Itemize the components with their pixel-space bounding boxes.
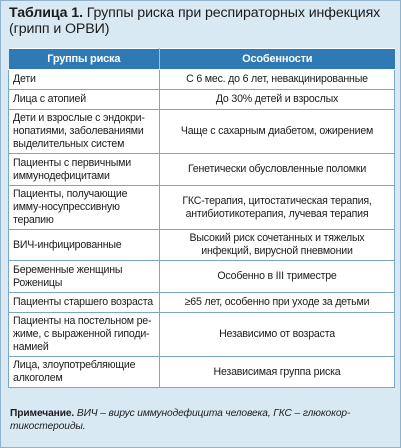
risk-cell: Пациенты на постельном ре-жиме, с выраженной гиподи-намией [9, 313, 160, 357]
table-row [9, 186, 395, 230]
feature-cell: С 6 мес. до 6 лет, невакцинированные [160, 70, 395, 90]
table-row [9, 293, 395, 313]
feature-cell: Высокий риск сочетанных и тяжелых инфекций, вирусной пневмонии [160, 230, 395, 261]
feature-cell: Независимо от возраста [160, 313, 395, 357]
feature-cell: До 30% детей и взрослых [160, 90, 395, 110]
header-risk-groups: Группы риска [9, 49, 160, 70]
table-caption [9, 5, 394, 37]
risk-groups-table [8, 48, 395, 388]
risk-cell: Дети и взрослые с эндокри-нопатиями, заболеваниями выделительных систем [9, 110, 160, 154]
risk-cell: Беременные женщины Роженицы [9, 261, 160, 293]
risk-cell: Лица с атопией [9, 90, 160, 110]
table-row [9, 90, 395, 110]
caption-title: Группы риска при респираторных инфекциях (грипп и ОРВИ) [9, 5, 381, 37]
table-row [9, 154, 395, 186]
table-note [10, 407, 395, 433]
feature-cell: Особенно в III триместре [160, 261, 395, 293]
header-features: Особенности [160, 49, 395, 70]
table-row [9, 261, 395, 293]
note-label: Примечание. [10, 408, 75, 419]
risk-cell: Пациенты старшего возраста [9, 293, 160, 313]
table-row [9, 313, 395, 357]
risk-cell: Пациенты с первичными иммунодефицитами [9, 154, 160, 186]
note-text: ВИЧ – вирус иммунодефицита человека, ГКС – глюкокор-тикостероиды. [10, 408, 351, 432]
feature-cell: Независимая группа риска [160, 357, 395, 388]
table-row [9, 110, 395, 154]
table-row [9, 357, 395, 388]
feature-cell: Генетически обусловленные поломки [160, 154, 395, 186]
risk-cell: ВИЧ-инфицированные [9, 230, 160, 261]
feature-cell: Чаще с сахарным диабетом, ожирением [160, 110, 395, 154]
feature-cell: ГКС-терапия, цитостатическая терапия, антибиотикотерапия, лучевая терапия [160, 186, 395, 230]
risk-cell: Лица, злоупотребляющие алкоголем [9, 357, 160, 388]
feature-cell: ≥65 лет, особенно при уходе за детьми [160, 293, 395, 313]
risk-cell: Дети [9, 70, 160, 90]
caption-label: Таблица 1. [9, 5, 83, 21]
table-row [9, 70, 395, 90]
table-header-row [9, 49, 395, 70]
risk-cell: Пациенты, получающие имму-носупрессивную терапию [9, 186, 160, 230]
table-row [9, 230, 395, 261]
